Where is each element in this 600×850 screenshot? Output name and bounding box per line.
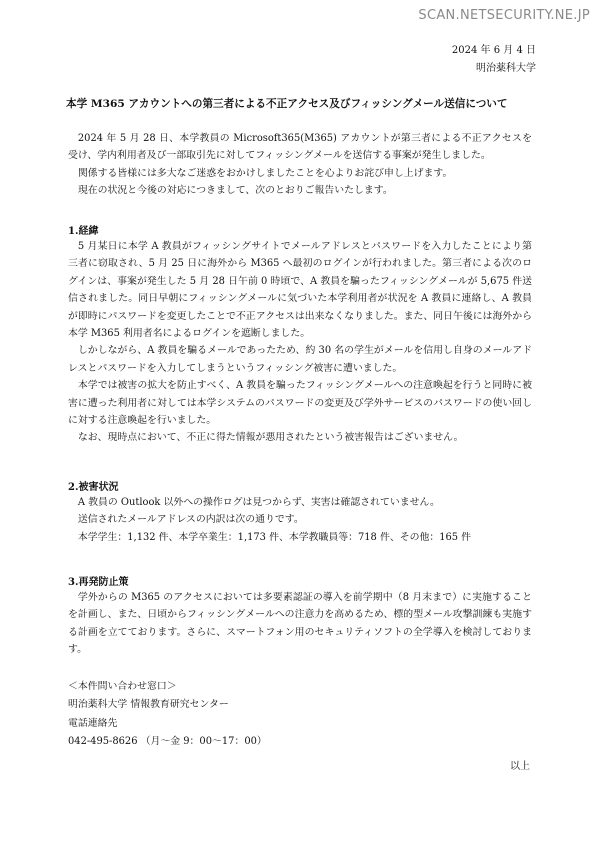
closing-mark: 以上 <box>510 761 530 772</box>
section-heading-history: 1.経緯 <box>68 226 99 237</box>
body-paragraph: なお、現時点において、不正に得た情報が悪用されたという被害報告はございません。 <box>77 432 464 444</box>
contact-heading: ＜本件問い合わせ窓口＞ <box>68 681 177 692</box>
document-title: 本学 M365 アカウントへの第三者による不正アクセス及びフィッシングメール送信について <box>66 98 508 110</box>
body-paragraph: 本学では被害の拡大を防止すべく、A 教員を騙ったフィッシングメールへの注意喚起を行うと同時に被害に遭った利用者に対しては本学システムのパスワードの変更及び学外サービスのパスワードの使い回しに対する注意喚起を行いました。 <box>68 380 532 427</box>
section-prevention <box>68 589 532 659</box>
body-paragraph: しかしながら、A 教員を騙るメールであったため、約 30 名の学生がメールを信用し自身のメールアドレスとパスワードを入力してしまうというフィッシング被害に遭いました。 <box>68 345 532 374</box>
section-history <box>68 238 532 447</box>
body-paragraph: 本学学生：1,132 件、本学卒業生：1,173 件、本学教職員等：718 件、その他：165 件 <box>77 531 472 543</box>
intro-paragraph: 現在の状況と今後の対応につきまして、次のとおりご報告いたします。 <box>77 185 393 197</box>
site-watermark: SCAN.NETSECURITY.NE.JP <box>418 8 590 23</box>
intro-section <box>68 130 532 200</box>
contact-block <box>68 678 267 752</box>
contact-label: 電話連絡先 <box>68 717 118 729</box>
section-heading-prevention: 3.再発防止策 <box>68 577 129 588</box>
body-paragraph: 5 月某日に本学 A 教員がフィッシングサイトでメールアドレスとパスワードを入力したことにより第三者に窃取され、5 月 25 日に海外から M365 へ最初のログインが行われました。第三者による次のログインは、事案が発生した 5 月 28 日午前 0 時頃で、A 教員を騙ったフィッシングメールが 5,675 件送信されました。同日早朝にフィッシングメールに気づいた本学利用者が状況を A 教員に連絡し、A 教員が即時にパスワードを変更したことで不正アクセスは出来なくなりました。また、同日午後には海外から本学 M365 利用者名によるログインを遮断しました。 <box>68 241 532 340</box>
section-damage <box>68 494 532 546</box>
contact-phone: 042-495-8626 （月～金 9：00～17：00） <box>68 736 267 748</box>
body-paragraph: A 教員の Outlook 以外への操作ログは見つからず、実害は確認されていません。 <box>77 497 440 508</box>
issuer-name: 明治薬科大学 <box>476 63 536 74</box>
body-paragraph: 学外からの M365 のアクセスにおいては多要素認証の導入を前学期中（8 月末まで）に実施することを計画し、また、日頃からフィッシングメールへの注意力を高めるため、標的型メール攻撃訓練も実施する計画を立てております。さらに、スマートフォン用のセキュリティソフトの全学導入を検討しております。 <box>68 592 532 656</box>
contact-org: 明治薬科大学 情報教育研究センター <box>68 699 229 711</box>
body-paragraph: 送信されたメールアドレスの内訳は次の通りです。 <box>77 514 304 526</box>
intro-paragraph: 関係する皆様には多大なご迷惑をおかけしましたことを心よりお詫び申し上げます。 <box>77 167 453 179</box>
document-date: 2024 年 6 月 4 日 <box>451 45 536 56</box>
section-heading-damage: 2.被害状況 <box>68 482 119 493</box>
intro-paragraph: 2024 年 5 月 28 日、本学教員の Microsoft365(M365) アカウントが第三者による不正アクセスを受け、学内利用者及び一部取引先に対してフィッシングメールを送信する事案が発生しました。 <box>68 133 532 162</box>
